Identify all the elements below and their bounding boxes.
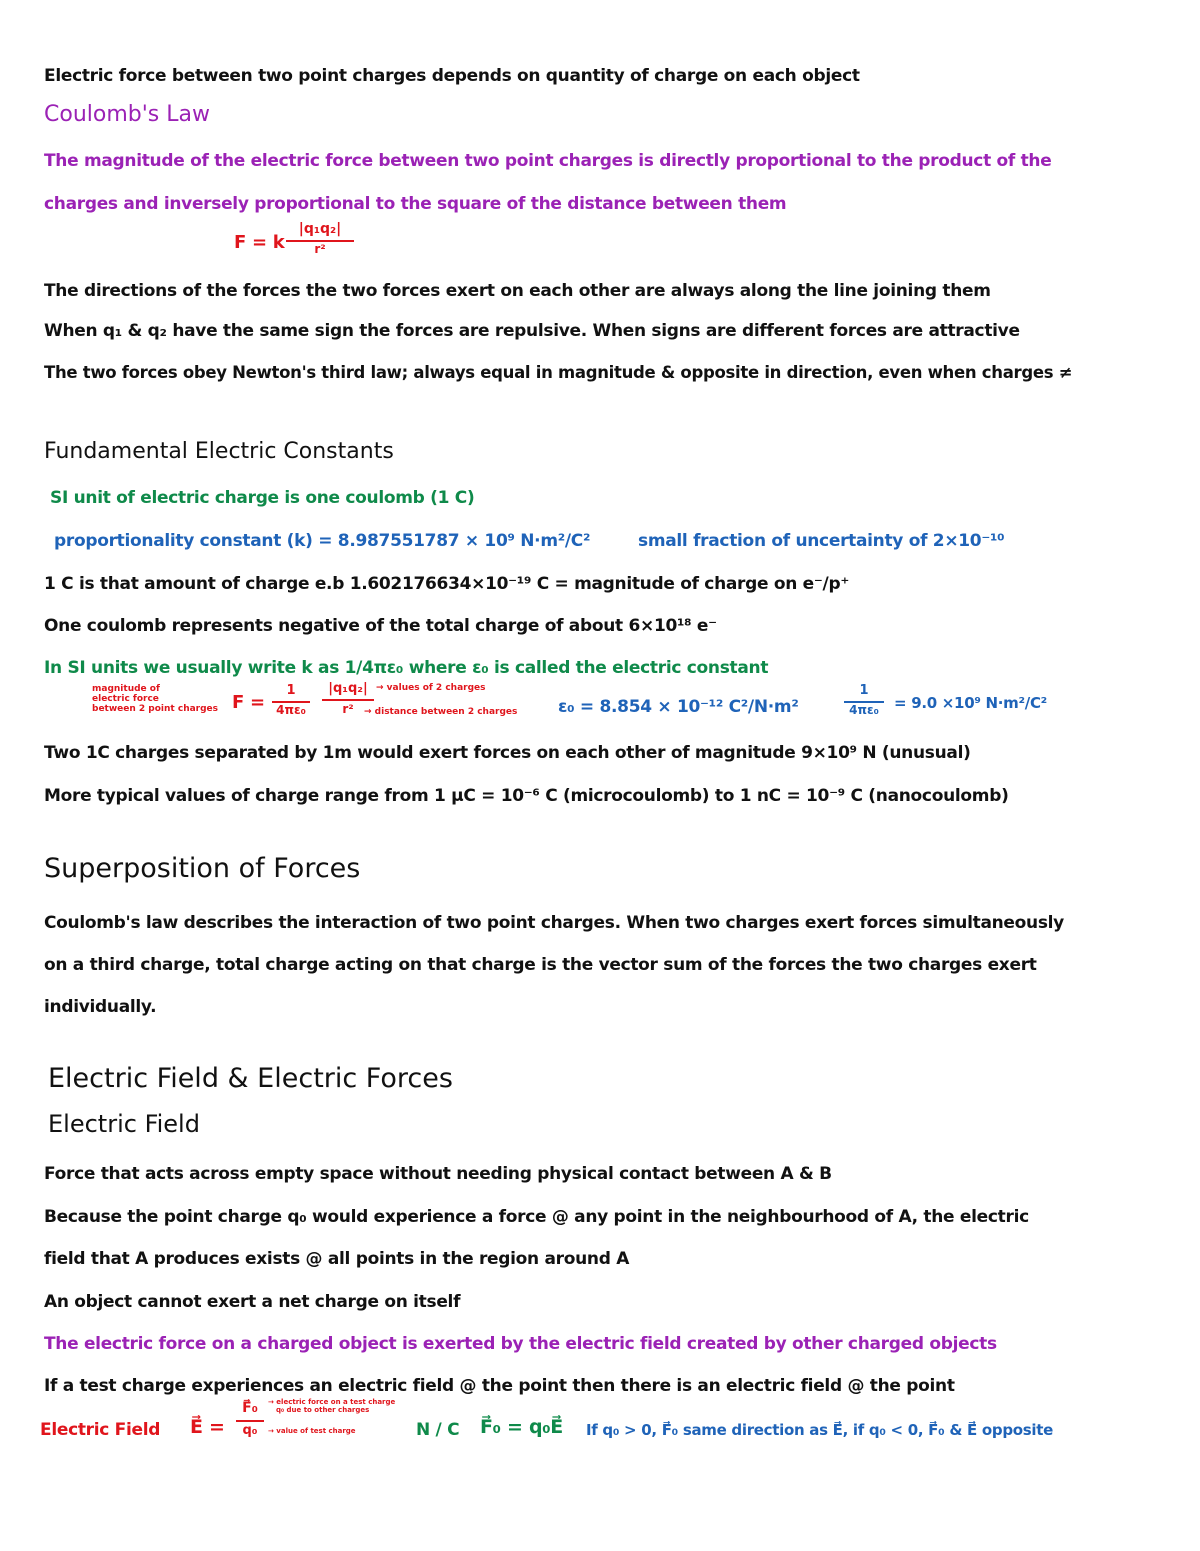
k-denominator: 4πε₀: [849, 703, 879, 717]
typical-charge-values-line: More typical values of charge range from 1 μC = 10⁻⁶ C (microcoulomb) to 1 nC = 10⁻⁹ C (nanocoulomb): [44, 786, 1009, 806]
k-value: = 9.0 ×10⁹ N·m²/C²: [894, 694, 1047, 712]
e-formula-lhs: E⃗ =: [190, 1416, 225, 1438]
field-line-3: field that A produces exists @ all points in the region around A: [44, 1249, 630, 1269]
e-note-test-charge: → value of test charge: [268, 1427, 356, 1435]
electric-field-label: Electric Field: [40, 1420, 161, 1440]
coulomb-definition-line-1: The magnitude of the electric force between two point charges is directly proportional to the product of the: [44, 151, 1052, 171]
epsilon-value: ε₀ = 8.854 × 10⁻¹² C²/N·m²: [558, 697, 799, 717]
note-distance: → distance between 2 charges: [364, 707, 518, 717]
field-line-1: Force that acts across empty space without needing physical contact between A & B: [44, 1164, 832, 1184]
field-line-4: An object cannot exert a net charge on itself: [44, 1292, 461, 1312]
note-charge-values: → values of 2 charges: [376, 683, 486, 693]
uncertainty-note: small fraction of uncertainty of 2×10⁻¹⁰: [638, 531, 1005, 551]
field-units: N / C: [416, 1420, 460, 1440]
magnitude-label-2: electric force: [92, 694, 159, 704]
two-coulomb-charges-line: Two 1C charges separated by 1m would exert forces on each other of magnitude 9×10⁹ N (unusual): [44, 743, 971, 763]
e-note-force: → electric force on a test charge: [268, 1398, 396, 1406]
formula2-fraction-bar: [322, 699, 374, 701]
magnitude-label-3: between 2 point charges: [92, 704, 219, 714]
formula2-lhs: F =: [232, 692, 265, 713]
electric-field-forces-heading: Electric Field & Electric Forces: [48, 1063, 453, 1094]
formula-lhs: F = k: [234, 232, 285, 253]
one-coulomb-definition: 1 C is that amount of charge e.b 1.602176634×10⁻¹⁹ C = magnitude of charge on e⁻/p⁺: [44, 574, 850, 594]
field-line-6: If a test charge experiences an electric field @ the point then there is an electric field @ the point: [44, 1376, 955, 1396]
force-on-test-charge-formula: F⃗₀ = q₀E⃗: [480, 1416, 563, 1438]
force-direction-line: The directions of the forces the two forces exert on each other are always along the line joining them: [44, 281, 991, 301]
proportionality-constant-line: proportionality constant (k) = 8.987551787 × 10⁹ N·m²/C²: [54, 531, 591, 551]
superposition-heading: Superposition of Forces: [44, 853, 361, 884]
formula-denominator: r²: [314, 242, 326, 256]
superposition-line-3: individually.: [44, 997, 157, 1017]
superposition-line-1: Coulomb's law describes the interaction of two point charges. When two charges exert forces simultaneously: [44, 913, 1064, 933]
one-coulomb-electrons: One coulomb represents negative of the total charge of about 6×10¹⁸ e⁻: [44, 616, 717, 636]
e-numerator: F⃗₀: [242, 1400, 258, 1416]
direction-condition: If q₀ > 0, F⃗₀ same direction as E⃗, if q₀ < 0, F⃗₀ & E⃗ opposite: [586, 1421, 1053, 1439]
si-units-k-line: In SI units we usually write k as 1/4πε₀ where ε₀ is called the electric constant: [44, 658, 769, 678]
coulomb-heading: Coulomb's Law: [44, 102, 210, 127]
e-denominator: q₀: [242, 1423, 258, 1438]
formula2-numerator: |q₁q₂|: [328, 681, 368, 696]
constants-heading: Fundamental Electric Constants: [44, 439, 394, 464]
superposition-line-2: on a third charge, total charge acting on that charge is the vector sum of the forces the two charges exert: [44, 955, 1037, 975]
formula2-coef-numerator: 1: [286, 683, 296, 698]
k-numerator: 1: [859, 683, 869, 698]
e-fraction-bar: [236, 1420, 264, 1422]
newton-third-law-line: The two forces obey Newton's third law; always equal in magnitude & opposite in direction, even when charges ≠: [44, 363, 1073, 382]
magnitude-label-1: magnitude of: [92, 684, 160, 694]
formula2-denominator: r²: [342, 702, 354, 716]
e-note-force-2: q₀ due to other charges: [276, 1406, 370, 1414]
field-line-5: The electric force on a charged object is exerted by the electric field created by other charged objects: [44, 1334, 997, 1354]
electric-field-subheading: Electric Field: [48, 1110, 200, 1138]
formula2-coef-denominator: 4πε₀: [276, 703, 306, 717]
field-line-2: Because the point charge q₀ would experience a force @ any point in the neighbourhood of A, the electric: [44, 1207, 1029, 1227]
charge-sign-line: When q₁ & q₂ have the same sign the forces are repulsive. When signs are different forces are attractive: [44, 321, 1020, 341]
intro-line: Electric force between two point charges depends on quantity of charge on each object: [44, 66, 860, 86]
si-unit-line: SI unit of electric charge is one coulomb (1 C): [50, 488, 475, 508]
coulomb-definition-line-2: charges and inversely proportional to the square of the distance between them: [44, 194, 787, 214]
formula-numerator: |q₁q₂|: [298, 221, 342, 237]
